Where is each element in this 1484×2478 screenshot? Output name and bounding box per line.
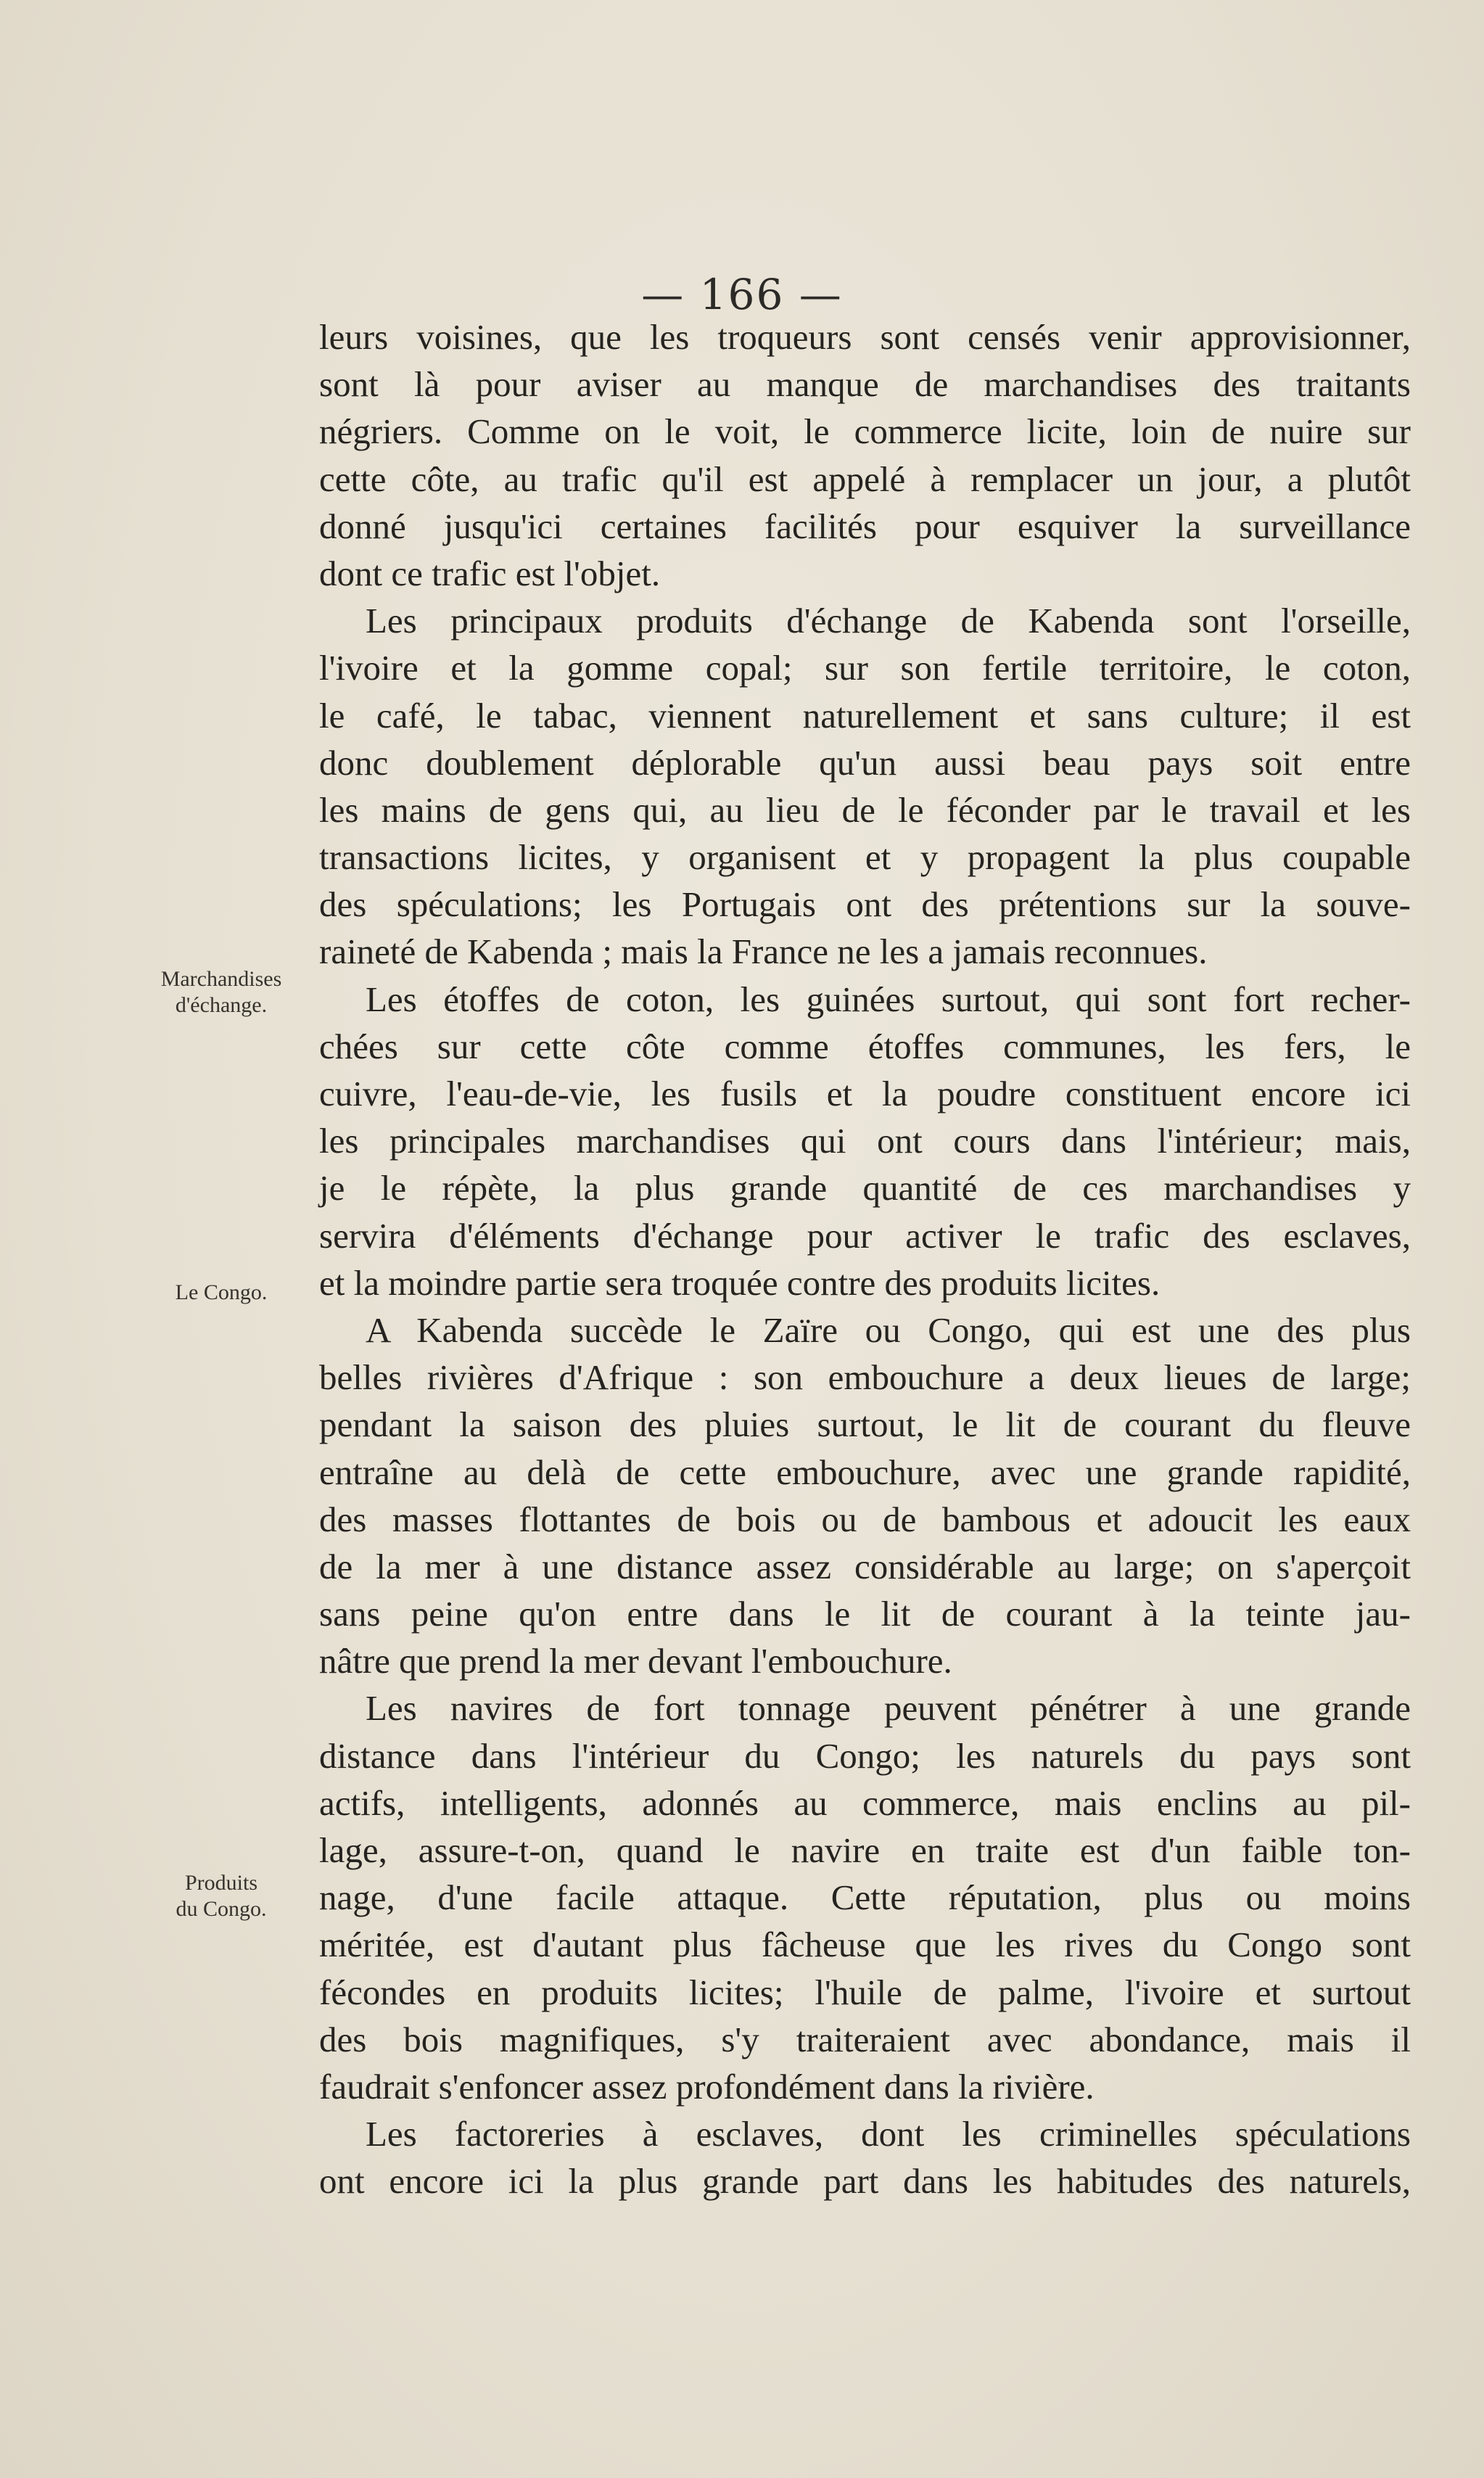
paragraph	[319, 597, 1411, 976]
text-line: entraîne au delà de cette embouchure, avec une grande rapidité,	[319, 1452, 1411, 1492]
text-line: ont encore ici la plus grande part dans les habitudes des naturels,	[319, 2161, 1411, 2202]
body-text	[319, 313, 1411, 2205]
text-line: méritée, est d'autant plus fâcheuse que les rives du Congo sont	[319, 1925, 1411, 1965]
text-line: fécondes en produits licites; l'huile de palme, l'ivoire et surtout	[319, 1972, 1411, 2012]
margin-note-produits	[131, 1870, 312, 1922]
text-line: leurs voisines, que les troqueurs sont censés venir approvisionner,	[319, 317, 1411, 357]
paragraph	[319, 2110, 1411, 2205]
text-line: pendant la saison des pluies surtout, le lit de courant du fleuve	[319, 1404, 1411, 1445]
text-line: des bois magnifiques, s'y traiteraient avec abondance, mais il	[319, 2019, 1411, 2059]
text-line: donc doublement déplorable qu'un aussi beau pays soit entre	[319, 742, 1411, 783]
text-line: lage, assure-t-on, quand le navire en traite est d'un faible ton-	[319, 1830, 1411, 1870]
margin-note-line: Marchandises	[160, 967, 282, 991]
text-line: faudrait s'enfoncer assez profondément dans la rivière.	[319, 2066, 1095, 2107]
text-line: les mains de gens qui, au lieu de le féconder par le travail et les	[319, 789, 1411, 830]
text-line: raineté de Kabenda ; mais la France ne les a jamais reconnues.	[319, 931, 1208, 972]
text-line: sont là pour aviser au manque de marchandises des traitants	[319, 364, 1411, 405]
text-line: cette côte, au trafic qu'il est appelé à remplacer un jour, a plutôt	[319, 458, 1411, 499]
text-line: Les principaux produits d'échange de Kabenda sont l'orseille,	[366, 601, 1411, 641]
text-line: transactions licites, y organisent et y propagent la plus coupable	[319, 837, 1411, 878]
text-line: les principales marchandises qui ont cours dans l'intérieur; mais,	[319, 1121, 1411, 1161]
text-line: dont ce trafic est l'objet.	[319, 553, 661, 593]
text-line: cuivre, l'eau-de-vie, les fusils et la poudre constituent encore ici	[319, 1074, 1411, 1114]
text-line: je le répète, la plus grande quantité de ces marchandises y	[319, 1168, 1411, 1209]
text-line: nage, d'une facile attaque. Cette réputation, plus ou moins	[319, 1877, 1411, 1918]
text-line: négriers. Comme on le voit, le commerce licite, loin de nuire sur	[319, 411, 1411, 452]
margin-note-line: Produits	[184, 1871, 258, 1895]
margin-note-line: Le Congo.	[175, 1280, 268, 1304]
paragraph	[319, 1306, 1411, 1685]
margin-note-marchandises	[131, 966, 312, 1018]
text-line: nâtre que prend la mer devant l'embouchure.	[319, 1641, 952, 1682]
text-line: et la moindre partie sera troquée contre des produits licites.	[319, 1262, 1161, 1303]
margin-note-line: d'échange.	[175, 993, 268, 1017]
text-line: distance dans l'intérieur du Congo; les naturels du pays sont	[319, 1735, 1411, 1776]
paragraph	[319, 1684, 1411, 2110]
text-line: Les factoreries à esclaves, dont les criminelles spéculations	[366, 2114, 1411, 2154]
margin-note-line: du Congo.	[176, 1897, 267, 1921]
page-number: — 166 —	[641, 270, 843, 319]
text-line: chées sur cette côte comme étoffes communes, les fers, le	[319, 1026, 1411, 1066]
text-line: Les navires de fort tonnage peuvent pénétrer à une grande	[366, 1688, 1411, 1729]
paragraph	[319, 976, 1411, 1306]
text-line: donné jusqu'ici certaines facilités pour esquiver la surveillance	[319, 506, 1411, 546]
text-line: sans peine qu'on entre dans le lit de courant à la teinte jau-	[319, 1594, 1411, 1634]
text-line: Les étoffes de coton, les guinées surtout, qui sont fort recher-	[366, 979, 1411, 1019]
text-line: de la mer à une distance assez considérable au large; on s'aperçoit	[319, 1546, 1411, 1586]
text-line: des spéculations; les Portugais ont des prétentions sur la souve-	[319, 884, 1411, 925]
text-line: le café, le tabac, viennent naturellement et sans culture; il est	[319, 695, 1411, 736]
text-line: servira d'éléments d'échange pour activer le trafic des esclaves,	[319, 1215, 1411, 1256]
text-line: l'ivoire et la gomme copal; sur son fertile territoire, le coton,	[319, 648, 1411, 688]
margin-note-congo	[131, 1280, 312, 1306]
text-line: actifs, intelligents, adonnés au commerce, mais enclins au pil-	[319, 1782, 1411, 1823]
text-line: A Kabenda succède le Zaïre ou Congo, qui est une des plus	[366, 1309, 1411, 1350]
paragraph	[319, 313, 1411, 597]
text-line: des masses flottantes de bois ou de bambous et adoucit les eaux	[319, 1499, 1411, 1539]
text-line: belles rivières d'Afrique : son embouchure a deux lieues de large;	[319, 1357, 1411, 1398]
